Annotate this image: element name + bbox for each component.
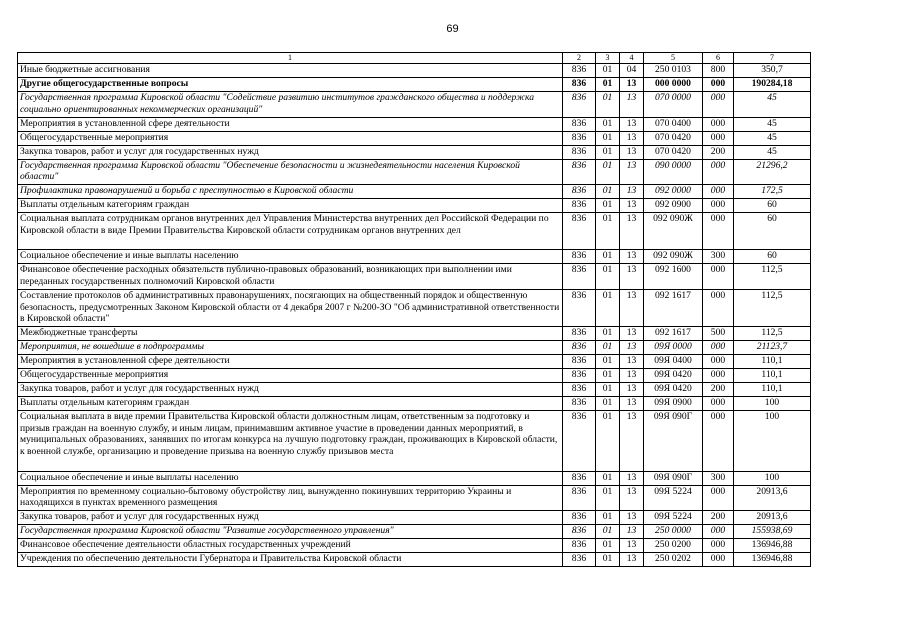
row-amount: 110,1 bbox=[734, 383, 811, 397]
table-row bbox=[18, 213, 811, 250]
row-subsection-code: 13 bbox=[620, 539, 644, 553]
row-target-code: 250 0200 bbox=[644, 539, 703, 553]
row-amount: 136946,88 bbox=[734, 553, 811, 567]
row-expense-type-code: 000 bbox=[703, 355, 734, 369]
row-target-code: 09Я 5224 bbox=[644, 511, 703, 525]
row-target-code: 09Я 090Г bbox=[644, 411, 703, 471]
row-expense-type-code: 200 bbox=[703, 145, 734, 159]
row-section-code: 01 bbox=[596, 327, 620, 341]
row-ministry-code: 836 bbox=[563, 92, 596, 118]
row-target-code: 090 0000 bbox=[644, 159, 703, 185]
table-row bbox=[18, 78, 811, 92]
row-target-code: 070 0420 bbox=[644, 131, 703, 145]
row-expense-type-code: 000 bbox=[703, 92, 734, 118]
row-section-code: 01 bbox=[596, 159, 620, 185]
row-section-code: 01 bbox=[596, 539, 620, 553]
row-subsection-code: 13 bbox=[620, 553, 644, 567]
row-ministry-code: 836 bbox=[563, 355, 596, 369]
table-row bbox=[18, 411, 811, 471]
row-section-code: 01 bbox=[596, 355, 620, 369]
header-col-ministry: 2 bbox=[563, 53, 596, 64]
row-target-code: 09Я 0900 bbox=[644, 397, 703, 411]
row-amount: 21296,2 bbox=[734, 159, 811, 185]
row-ministry-code: 836 bbox=[563, 289, 596, 326]
table-row bbox=[18, 250, 811, 264]
row-subsection-code: 13 bbox=[620, 511, 644, 525]
row-ministry-code: 836 bbox=[563, 145, 596, 159]
row-ministry-code: 836 bbox=[563, 471, 596, 485]
row-name: Выплаты отдельным категориям граждан bbox=[18, 397, 563, 411]
row-amount: 110,1 bbox=[734, 369, 811, 383]
table-row bbox=[18, 553, 811, 567]
row-section-code: 01 bbox=[596, 471, 620, 485]
table-row bbox=[18, 369, 811, 383]
row-ministry-code: 836 bbox=[563, 397, 596, 411]
row-name: Иные бюджетные ассигнования bbox=[18, 64, 563, 78]
table-row bbox=[18, 485, 811, 511]
row-name: Мероприятия по временному социально-бытовому обустройству лиц, вынужденно покинувших территорию Украины и находящихся в пунктах временного размещения bbox=[18, 485, 563, 511]
table-row bbox=[18, 199, 811, 213]
row-expense-type-code: 000 bbox=[703, 397, 734, 411]
row-expense-type-code: 200 bbox=[703, 383, 734, 397]
row-target-code: 09Я 0000 bbox=[644, 341, 703, 355]
table-row bbox=[18, 64, 811, 78]
table-row bbox=[18, 539, 811, 553]
row-subsection-code: 13 bbox=[620, 327, 644, 341]
row-name: Общегосударственные мероприятия bbox=[18, 131, 563, 145]
row-target-code: 250 0202 bbox=[644, 553, 703, 567]
row-name: Финансовое обеспечение деятельности областных государственных учреждений bbox=[18, 539, 563, 553]
budget-table bbox=[17, 52, 811, 567]
row-target-code: 092 0000 bbox=[644, 185, 703, 199]
row-name: Социальное обеспечение и иные выплаты населению bbox=[18, 250, 563, 264]
table-row bbox=[18, 511, 811, 525]
row-expense-type-code: 000 bbox=[703, 369, 734, 383]
row-name: Другие общегосударственные вопросы bbox=[18, 78, 563, 92]
table-row bbox=[18, 131, 811, 145]
row-ministry-code: 836 bbox=[563, 78, 596, 92]
row-name: Профилактика правонарушений и борьба с преступностью в Кировской области bbox=[18, 185, 563, 199]
row-amount: 172,5 bbox=[734, 185, 811, 199]
row-subsection-code: 13 bbox=[620, 92, 644, 118]
row-section-code: 01 bbox=[596, 213, 620, 250]
row-name: Составление протоколов об административных правонарушениях, посягающих на общественный порядок и общественную безопасность, предусмотренных Законом Кировской области от 4 декабря 2007 г №200-ЗО "Об административной ответственности в Кировской области" bbox=[18, 289, 563, 326]
row-amount: 136946,88 bbox=[734, 539, 811, 553]
row-name: Закупка товаров, работ и услуг для государственных нужд bbox=[18, 383, 563, 397]
row-name: Государственная программа Кировской области "Обеспечение безопасности и жизнедеятельности населения Кировской области" bbox=[18, 159, 563, 185]
row-subsection-code: 13 bbox=[620, 397, 644, 411]
row-name: Государственная программа Кировской области "Развитие государственного управления" bbox=[18, 525, 563, 539]
table-row bbox=[18, 383, 811, 397]
row-expense-type-code: 000 bbox=[703, 264, 734, 290]
row-name: Закупка товаров, работ и услуг для государственных нужд bbox=[18, 511, 563, 525]
table-row bbox=[18, 471, 811, 485]
row-target-code: 092 1617 bbox=[644, 327, 703, 341]
table-row bbox=[18, 264, 811, 290]
row-subsection-code: 13 bbox=[620, 250, 644, 264]
header-col-subsection: 4 bbox=[620, 53, 644, 64]
header-row bbox=[18, 53, 811, 64]
table-row bbox=[18, 92, 811, 118]
row-amount: 45 bbox=[734, 117, 811, 131]
row-amount: 155938,69 bbox=[734, 525, 811, 539]
row-ministry-code: 836 bbox=[563, 539, 596, 553]
row-expense-type-code: 800 bbox=[703, 64, 734, 78]
row-target-code: 250 0103 bbox=[644, 64, 703, 78]
row-target-code: 092 1617 bbox=[644, 289, 703, 326]
row-section-code: 01 bbox=[596, 485, 620, 511]
row-subsection-code: 13 bbox=[620, 355, 644, 369]
row-target-code: 092 090Ж bbox=[644, 213, 703, 250]
row-amount: 60 bbox=[734, 213, 811, 250]
row-subsection-code: 13 bbox=[620, 117, 644, 131]
row-expense-type-code: 300 bbox=[703, 471, 734, 485]
row-amount: 45 bbox=[734, 131, 811, 145]
row-section-code: 01 bbox=[596, 397, 620, 411]
row-ministry-code: 836 bbox=[563, 64, 596, 78]
row-amount: 110,1 bbox=[734, 355, 811, 369]
row-ministry-code: 836 bbox=[563, 213, 596, 250]
row-amount: 100 bbox=[734, 471, 811, 485]
table-row bbox=[18, 159, 811, 185]
row-subsection-code: 13 bbox=[620, 185, 644, 199]
header-col-target: 5 bbox=[644, 53, 703, 64]
row-name: Социальная выплата сотрудникам органов внутренних дел Управления Министерства внутренних дел Российской Федерации по Кировской области в виде Премии Правительства Кировской области сотрудникам органов внутренних дел bbox=[18, 213, 563, 250]
row-expense-type-code: 000 bbox=[703, 78, 734, 92]
row-section-code: 01 bbox=[596, 411, 620, 471]
row-expense-type-code: 000 bbox=[703, 131, 734, 145]
row-name: Социальная выплата в виде премии Правительства Кировской области должностным лицам, ответственным за подготовку и призыв граждан на военную службу, и иным лицам, принимавшим активное участие в проведении данных мероприятий, в муниципальных образованиях, занявших по итогам конкурса на лучшую подготовку граждан, проживающих в Кировской области, к военной службе, организацию и проведение призыва на военную службу призывов места bbox=[18, 411, 563, 471]
row-expense-type-code: 000 bbox=[703, 539, 734, 553]
row-ministry-code: 836 bbox=[563, 199, 596, 213]
row-ministry-code: 836 bbox=[563, 131, 596, 145]
row-subsection-code: 13 bbox=[620, 145, 644, 159]
row-amount: 112,5 bbox=[734, 264, 811, 290]
row-section-code: 01 bbox=[596, 250, 620, 264]
row-subsection-code: 13 bbox=[620, 411, 644, 471]
row-section-code: 01 bbox=[596, 145, 620, 159]
row-subsection-code: 13 bbox=[620, 485, 644, 511]
row-target-code: 070 0000 bbox=[644, 92, 703, 118]
row-section-code: 01 bbox=[596, 131, 620, 145]
row-subsection-code: 13 bbox=[620, 369, 644, 383]
row-target-code: 092 1600 bbox=[644, 264, 703, 290]
row-subsection-code: 13 bbox=[620, 213, 644, 250]
row-name: Межбюджетные трансферты bbox=[18, 327, 563, 341]
row-ministry-code: 836 bbox=[563, 411, 596, 471]
row-expense-type-code: 000 bbox=[703, 213, 734, 250]
row-target-code: 092 0900 bbox=[644, 199, 703, 213]
row-ministry-code: 836 bbox=[563, 553, 596, 567]
row-subsection-code: 13 bbox=[620, 525, 644, 539]
row-expense-type-code: 000 bbox=[703, 289, 734, 326]
row-target-code: 000 0000 bbox=[644, 78, 703, 92]
row-subsection-code: 13 bbox=[620, 383, 644, 397]
row-expense-type-code: 000 bbox=[703, 199, 734, 213]
row-section-code: 01 bbox=[596, 341, 620, 355]
row-expense-type-code: 200 bbox=[703, 511, 734, 525]
row-amount: 100 bbox=[734, 397, 811, 411]
row-ministry-code: 836 bbox=[563, 511, 596, 525]
row-section-code: 01 bbox=[596, 553, 620, 567]
row-section-code: 01 bbox=[596, 64, 620, 78]
row-section-code: 01 bbox=[596, 199, 620, 213]
row-name: Выплаты отдельным категориям граждан bbox=[18, 199, 563, 213]
row-section-code: 01 bbox=[596, 289, 620, 326]
row-subsection-code: 13 bbox=[620, 264, 644, 290]
row-target-code: 09Я 090Г bbox=[644, 471, 703, 485]
row-amount: 100 bbox=[734, 411, 811, 471]
row-amount: 60 bbox=[734, 250, 811, 264]
row-section-code: 01 bbox=[596, 117, 620, 131]
row-target-code: 250 0000 bbox=[644, 525, 703, 539]
header-col-section: 3 bbox=[596, 53, 620, 64]
table-row bbox=[18, 117, 811, 131]
row-ministry-code: 836 bbox=[563, 250, 596, 264]
row-expense-type-code: 000 bbox=[703, 117, 734, 131]
row-amount: 21123,7 bbox=[734, 341, 811, 355]
row-expense-type-code: 000 bbox=[703, 485, 734, 511]
row-name: Закупка товаров, работ и услуг для государственных нужд bbox=[18, 145, 563, 159]
row-subsection-code: 13 bbox=[620, 199, 644, 213]
row-ministry-code: 836 bbox=[563, 117, 596, 131]
row-expense-type-code: 000 bbox=[703, 185, 734, 199]
row-ministry-code: 836 bbox=[563, 185, 596, 199]
row-expense-type-code: 000 bbox=[703, 159, 734, 185]
row-name: Социальное обеспечение и иные выплаты населению bbox=[18, 471, 563, 485]
row-expense-type-code: 000 bbox=[703, 341, 734, 355]
table-row bbox=[18, 525, 811, 539]
table-row bbox=[18, 185, 811, 199]
row-amount: 190284,18 bbox=[734, 78, 811, 92]
row-target-code: 09Я 5224 bbox=[644, 485, 703, 511]
row-ministry-code: 836 bbox=[563, 159, 596, 185]
row-target-code: 09Я 0400 bbox=[644, 355, 703, 369]
row-name: Учреждения по обеспечению деятельности Губернатора и Правительства Кировской области bbox=[18, 553, 563, 567]
row-subsection-code: 04 bbox=[620, 64, 644, 78]
row-subsection-code: 13 bbox=[620, 471, 644, 485]
row-ministry-code: 836 bbox=[563, 485, 596, 511]
row-subsection-code: 13 bbox=[620, 341, 644, 355]
row-target-code: 09Я 0420 bbox=[644, 383, 703, 397]
row-target-code: 070 0420 bbox=[644, 145, 703, 159]
table-row bbox=[18, 327, 811, 341]
row-name: Государственная программа Кировской области "Содействие развитию институтов гражданского общества и поддержка социально ориентированных некоммерческих организаций" bbox=[18, 92, 563, 118]
table-row bbox=[18, 145, 811, 159]
row-amount: 45 bbox=[734, 145, 811, 159]
table-row bbox=[18, 341, 811, 355]
page-number: 69 bbox=[446, 23, 459, 35]
row-amount: 60 bbox=[734, 199, 811, 213]
row-amount: 112,5 bbox=[734, 327, 811, 341]
row-subsection-code: 13 bbox=[620, 159, 644, 185]
row-expense-type-code: 000 bbox=[703, 553, 734, 567]
row-section-code: 01 bbox=[596, 525, 620, 539]
row-ministry-code: 836 bbox=[563, 264, 596, 290]
row-name: Мероприятия в установленной сфере деятельности bbox=[18, 117, 563, 131]
row-name: Финансовое обеспечение расходных обязательств публично-правовых образований, возникающих при выполнении ими переданных государственных полномочий Кировской области bbox=[18, 264, 563, 290]
row-subsection-code: 13 bbox=[620, 78, 644, 92]
header-col-amount: 7 bbox=[734, 53, 811, 64]
header-col-expense-type: 6 bbox=[703, 53, 734, 64]
row-expense-type-code: 000 bbox=[703, 525, 734, 539]
row-section-code: 01 bbox=[596, 264, 620, 290]
row-section-code: 01 bbox=[596, 511, 620, 525]
row-ministry-code: 836 bbox=[563, 525, 596, 539]
table-row bbox=[18, 397, 811, 411]
row-amount: 350,7 bbox=[734, 64, 811, 78]
row-section-code: 01 bbox=[596, 92, 620, 118]
row-subsection-code: 13 bbox=[620, 289, 644, 326]
row-target-code: 070 0400 bbox=[644, 117, 703, 131]
row-target-code: 092 090Ж bbox=[644, 250, 703, 264]
row-name: Общегосударственные мероприятия bbox=[18, 369, 563, 383]
row-ministry-code: 836 bbox=[563, 327, 596, 341]
row-amount: 20913,6 bbox=[734, 485, 811, 511]
row-expense-type-code: 000 bbox=[703, 411, 734, 471]
table-row bbox=[18, 289, 811, 326]
row-name: Мероприятия в установленной сфере деятельности bbox=[18, 355, 563, 369]
table-body bbox=[18, 64, 811, 567]
row-section-code: 01 bbox=[596, 78, 620, 92]
row-ministry-code: 836 bbox=[563, 369, 596, 383]
row-subsection-code: 13 bbox=[620, 131, 644, 145]
row-expense-type-code: 500 bbox=[703, 327, 734, 341]
row-section-code: 01 bbox=[596, 369, 620, 383]
row-amount: 45 bbox=[734, 92, 811, 118]
row-amount: 20913,6 bbox=[734, 511, 811, 525]
row-ministry-code: 836 bbox=[563, 383, 596, 397]
row-target-code: 09Я 0420 bbox=[644, 369, 703, 383]
row-section-code: 01 bbox=[596, 185, 620, 199]
row-name: Мероприятия, не вошедшие в подпрограммы bbox=[18, 341, 563, 355]
header-col-name: 1 bbox=[18, 53, 563, 64]
row-section-code: 01 bbox=[596, 383, 620, 397]
row-expense-type-code: 300 bbox=[703, 250, 734, 264]
row-amount: 112,5 bbox=[734, 289, 811, 326]
row-ministry-code: 836 bbox=[563, 341, 596, 355]
table-row bbox=[18, 355, 811, 369]
